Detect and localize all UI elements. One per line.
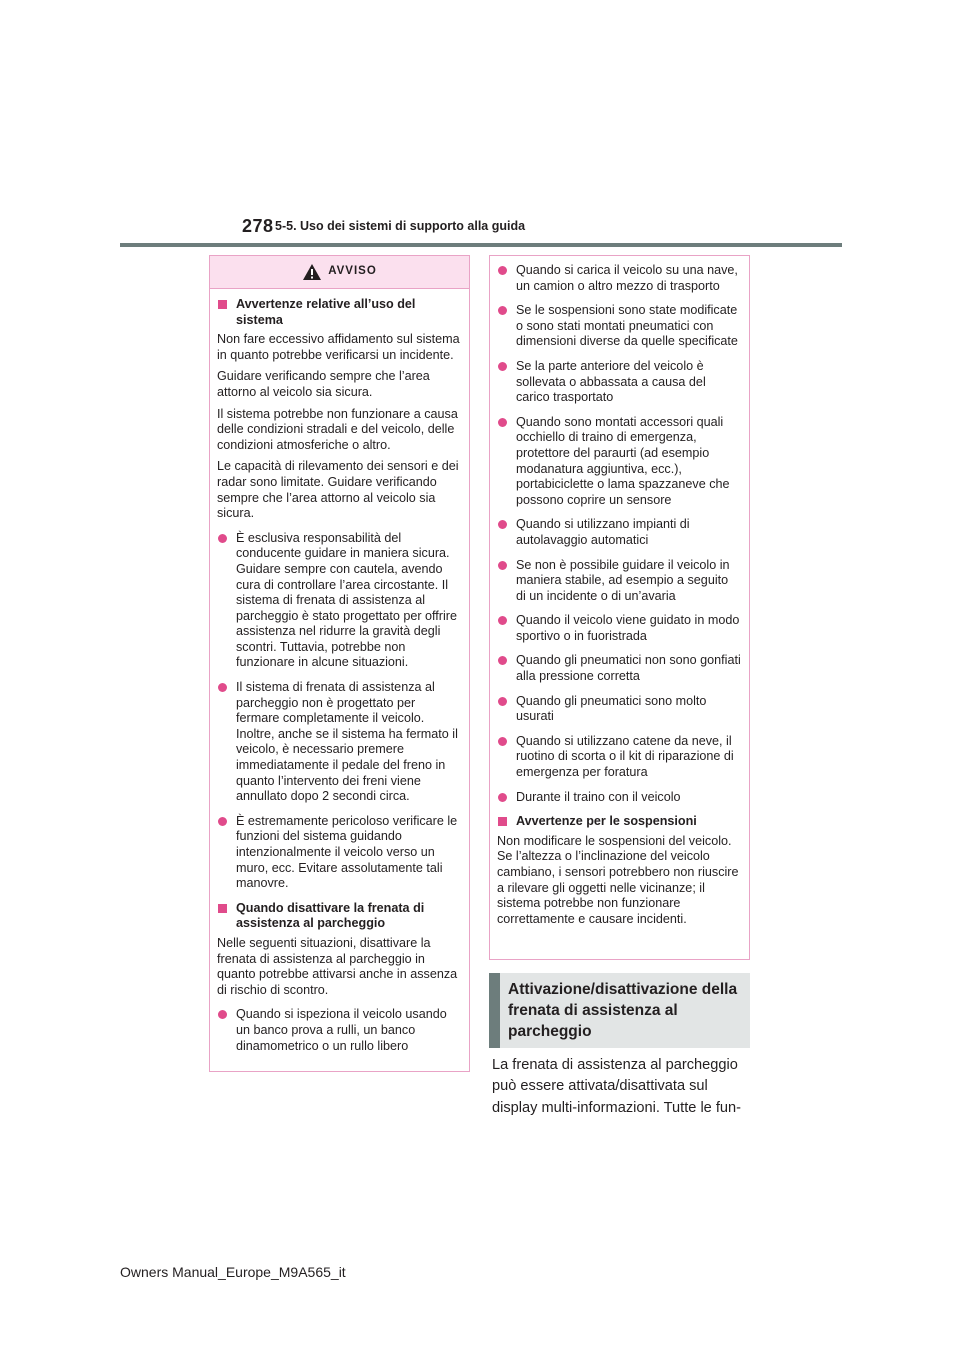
paragraph: Non modificare le sospensioni del veicolo. Se l’altezza o l’inclinazione del veicolo cambiano, i sensori potrebbero non riuscire a rilevare gli oggetti nelle vicinanze; il sistema potrebbe non funzionare correttamente e causare incidenti. [497,833,739,926]
bullet-item: Quando il veicolo viene guidato in modo sportivo o in fuoristrada [497,613,741,644]
bullet-item: Quando si utilizzano catene da neve, il ruotino di scorta o il kit di riparazione di emergenza per foratura [497,734,741,781]
section-heading: Attivazione/disattivazione della frenata di assistenza al parcheggio [489,973,750,1048]
warning-box-right [489,255,750,960]
warning-body [210,289,469,1054]
page-number: 278 [242,216,274,236]
bullet-item: È estremamente pericoloso verificare le funzioni del sistema guidando intenzionalmente il veicolo verso un muro, ecc. Evitare assolutamente tali manovre. [217,814,461,892]
subheading: Avvertenze per le sospensioni [497,814,741,830]
subheading: Avvertenze relative all’uso del sistema [217,297,461,328]
bullet-item: Se non è possibile guidare il veicolo in maniera stabile, ad esempio a seguito di un incidente o di un’avaria [497,558,741,605]
warning-body [490,256,749,927]
warning-label: AVVISO [328,265,377,278]
header-rule [120,243,842,247]
bullet-item: Il sistema di frenata di assistenza al parcheggio non è progettato per fermare completamente il veicolo. Inoltre, anche se il sistema ha fermato il veicolo, è necessario premere immediatamente il pedale del freno in quanto l’intervento dei freni viene annullato dopo 2 secondi circa. [217,680,461,805]
bullet-item: Quando si carica il veicolo su una nave, un camion o altro mezzo di trasporto [497,263,741,294]
body-paragraph: La frenata di assistenza al parcheggio può essere attivata/disattivata sul display multi-informazioni. Tutte le fun- [492,1057,742,1116]
paragraph: Non fare eccessivo affidamento sul sistema in quanto potrebbe verificarsi un incidente. [217,332,460,362]
bullet-item: È esclusiva responsabilità del conducente guidare in maniera sicura. Guidare sempre con cautela, avendo cura di controllare l’area circostante. Il sistema di frenata di assistenza al parcheggio è stato progettato per offrire assistenza nel ridurre la gravità degli scontri. Tuttavia, potrebbe non funzionare in alcune situazioni. [217,531,461,671]
bullet-item: Se le sospensioni sono state modificate o sono stati montati pneumatici con dimensioni diverse da quelle specificate [497,303,741,350]
bullet-item: Quando gli pneumatici non sono gonfiati alla pressione corretta [497,653,741,684]
paragraph: Nelle seguenti situazioni, disattivare la frenata di assistenza al parcheggio in quanto potrebbe attivarsi anche in assenza di rischio di scontro. [217,935,458,997]
warning-triangle-icon [302,263,322,281]
warning-box-left [209,255,470,1072]
bullet-item: Quando sono montati accessori quali occhiello di traino di emergenza, protettore del paraurti (ad esempio modanatura aggiuntiva, ecc.), portabiciclette o lama spazzaneve che possono coprire un sensore [497,415,741,509]
bullet-item: Durante il traino con il veicolo [497,790,741,806]
bullet-item: Se la parte anteriore del veicolo è sollevata o abbassata a causa del carico trasportato [497,359,741,406]
bullet-item: Quando si ispeziona il veicolo usando un banco prova a rulli, un banco dinamometrico o un rullo libero [217,1007,461,1054]
footer-text: Owners Manual_Europe_M9A565_it [120,1264,346,1280]
bullet-item: Quando si utilizzano impianti di autolavaggio automatici [497,517,741,548]
bullet-item: Quando gli pneumatici sono molto usurati [497,694,741,725]
paragraph: Il sistema potrebbe non funzionare a causa delle condizioni stradali e del veicolo, delle condizioni atmosferiche o altro. [217,406,458,452]
paragraph: Le capacità di rilevamento dei sensori e dei radar sono limitate. Guidare verificando sempre che l’area attorno al veicolo sia sicura. [217,459,459,521]
subheading: Quando disattivare la frenata di assistenza al parcheggio [217,901,461,932]
paragraph: Guidare verificando sempre che l’area attorno al veicolo sia sicura. [217,369,430,399]
warning-header [210,256,469,289]
section-title: 5-5. Uso dei sistemi di supporto alla guida [275,219,526,233]
